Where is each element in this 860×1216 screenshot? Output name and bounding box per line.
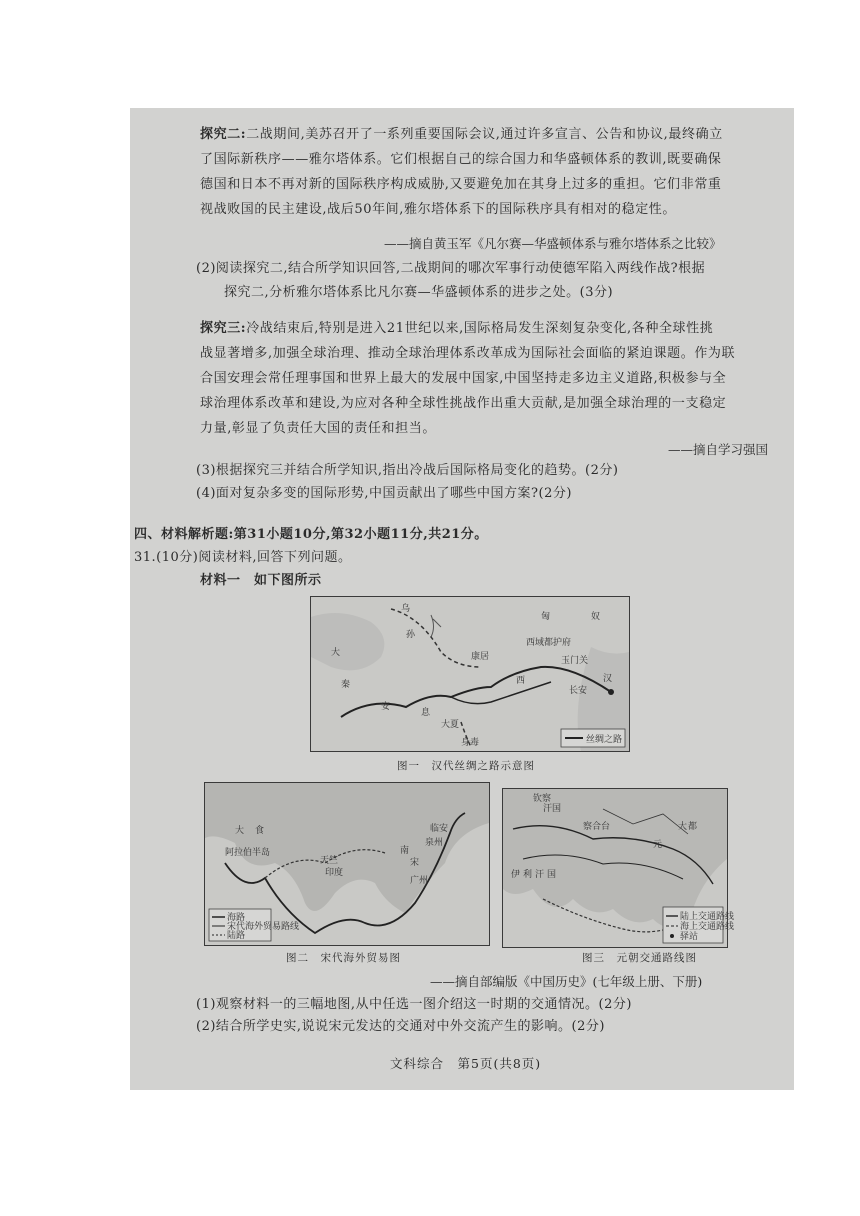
map3-label: 钦察	[533, 794, 552, 804]
explore2-label: 探究二:	[200, 127, 247, 142]
explore3-line: 力量,彰显了负责任大国的责任和担当。	[200, 421, 436, 436]
map1-label: 西域都护府	[526, 638, 572, 648]
map3-label: 都	[688, 822, 698, 832]
map1-label: 安	[381, 702, 391, 712]
yuan-transport-map	[502, 788, 735, 948]
map1-label: 大	[331, 648, 341, 658]
map2-legend: 陆路	[227, 931, 246, 941]
explore3-source: ——摘自学习强国	[668, 442, 769, 457]
map1-label: 康居	[471, 652, 490, 662]
map2-caption: 图二 宋代海外贸易图	[286, 952, 401, 964]
map2-label: 印度	[325, 868, 344, 878]
map2-legend: 宋代海外贸易路线	[227, 922, 300, 932]
map3-label: 汗	[535, 870, 545, 880]
map1-label: 西	[516, 676, 526, 686]
map2-label: 宋	[410, 858, 420, 868]
section-4-heading: 四、材料解析题:第31小题10分,第32小题11分,共21分。	[134, 527, 488, 542]
explore3-line: 合国安理会常任理事国和世界上最大的发展中国家,中国坚持走多边主义道路,积极参与全	[200, 371, 727, 386]
explore3-line: 球治理体系改革和建设,为应对各种全球性挑战作出重大贡献,是加强全球治理的一支稳定	[200, 396, 727, 411]
map3-label: 察合台	[583, 822, 611, 832]
map2-legend: 海路	[227, 913, 246, 923]
map3-caption: 图三 元朝交通路线图	[582, 952, 697, 964]
song-maritime-trade-map	[204, 782, 490, 946]
map2-label: 广州	[410, 876, 429, 886]
map1-label: 大夏	[441, 720, 460, 730]
map3-label: 伊	[511, 870, 521, 880]
explore3-passage	[200, 316, 735, 441]
page-footer: 文科综合 第5页(共8页)	[390, 1056, 542, 1071]
question-31: 31.(10分)阅读材料,回答下列问题。	[134, 550, 352, 565]
map1-label: 息	[421, 708, 431, 718]
map1-label: 玉门关	[561, 656, 589, 666]
map3-label: 元	[653, 840, 663, 850]
explore2-passage	[200, 122, 723, 222]
explore3-line: 战显著增多,加强全球治理、推动全球治理体系改革成为国际社会面临的紧迫课题。作为联	[200, 346, 736, 361]
material-1-label: 材料一 如下图所示	[200, 573, 322, 588]
question-2-line1: (2)阅读探究二,结合所学知识回答,二战期间的哪次军事行动使德军陷入两线作战?根据	[196, 261, 706, 276]
map1-label: 汉	[603, 674, 613, 684]
map2-label: 大	[235, 826, 245, 836]
map3-label: 大	[678, 822, 688, 832]
map1-label: 乌	[401, 604, 411, 614]
explore2-line: 了国际新秩序——雅尔塔体系。它们根据自己的综合国力和华盛顿体系的教训,既要确保	[200, 152, 722, 167]
question-2-line2: 探究二,分析雅尔塔体系比凡尔赛—华盛顿体系的进步之处。(3分)	[224, 285, 614, 300]
map1-label: 身毒	[461, 738, 480, 748]
question-4: (4)面对复杂多变的国际形势,中国贡献出了哪些中国方案?(2分)	[196, 486, 572, 501]
explore2-line: 视战败国的民主建设,战后50年间,雅尔塔体系下的国际秩序具有相对的稳定性。	[200, 202, 677, 217]
map3-label: 汗国	[543, 804, 562, 814]
map3-legend: 陆上交通路线	[680, 912, 735, 922]
exam-page	[130, 108, 794, 1090]
maps-source: ——摘自部编版《中国历史》(七年级上册、下册)	[430, 974, 703, 989]
map3-label: 国	[547, 870, 557, 880]
map2-label: 阿拉伯半岛	[225, 848, 271, 858]
question-31-2: (2)结合所学史实,说说宋元发达的交通对中外交流产生的影响。(2分)	[196, 1019, 605, 1034]
map1-label: 孙	[406, 630, 416, 640]
question-3: (3)根据探究三并结合所学知识,指出冷战后国际格局变化的趋势。(2分)	[196, 463, 619, 478]
map2-label: 南	[400, 846, 410, 856]
map2-label: 临安	[430, 824, 449, 834]
explore3-label: 探究三:	[200, 321, 247, 336]
question-31-1: (1)观察材料一的三幅地图,从中任选一图介绍这一时期的交通情况。(2分)	[196, 997, 632, 1012]
map1-caption: 图一 汉代丝绸之路示意图	[397, 760, 535, 772]
han-silk-road-map	[310, 596, 630, 752]
explore2-line: 德国和日本不再对新的国际秩序构成威胁,又要避免加在其身上过多的重担。它们非常重	[200, 177, 722, 192]
map1-label: 奴	[591, 612, 601, 622]
map1-label: 长安	[569, 686, 588, 696]
map1-label: 秦	[341, 680, 351, 690]
map2-label: 天竺	[320, 856, 339, 866]
explore2-line: 二战期间,美苏召开了一系列重要国际会议,通过许多宣言、公告和协议,最终确立	[246, 127, 723, 142]
explore3-line: 冷战结束后,特别是进入21世纪以来,国际格局发生深刻复杂变化,各种全球性挑	[246, 321, 714, 336]
map3-legend: 海上交通路线	[680, 922, 735, 932]
map1-legend: 丝绸之路	[586, 735, 623, 745]
map2-label: 泉州	[425, 838, 444, 848]
map1-label: 匈	[541, 612, 551, 622]
map3-legend: 驿站	[680, 932, 699, 942]
explore2-source: ——摘自黄玉军《凡尔赛—华盛顿体系与雅尔塔体系之比较》	[384, 236, 722, 251]
map3-label: 利	[523, 870, 533, 880]
map2-label: 食	[255, 826, 265, 836]
